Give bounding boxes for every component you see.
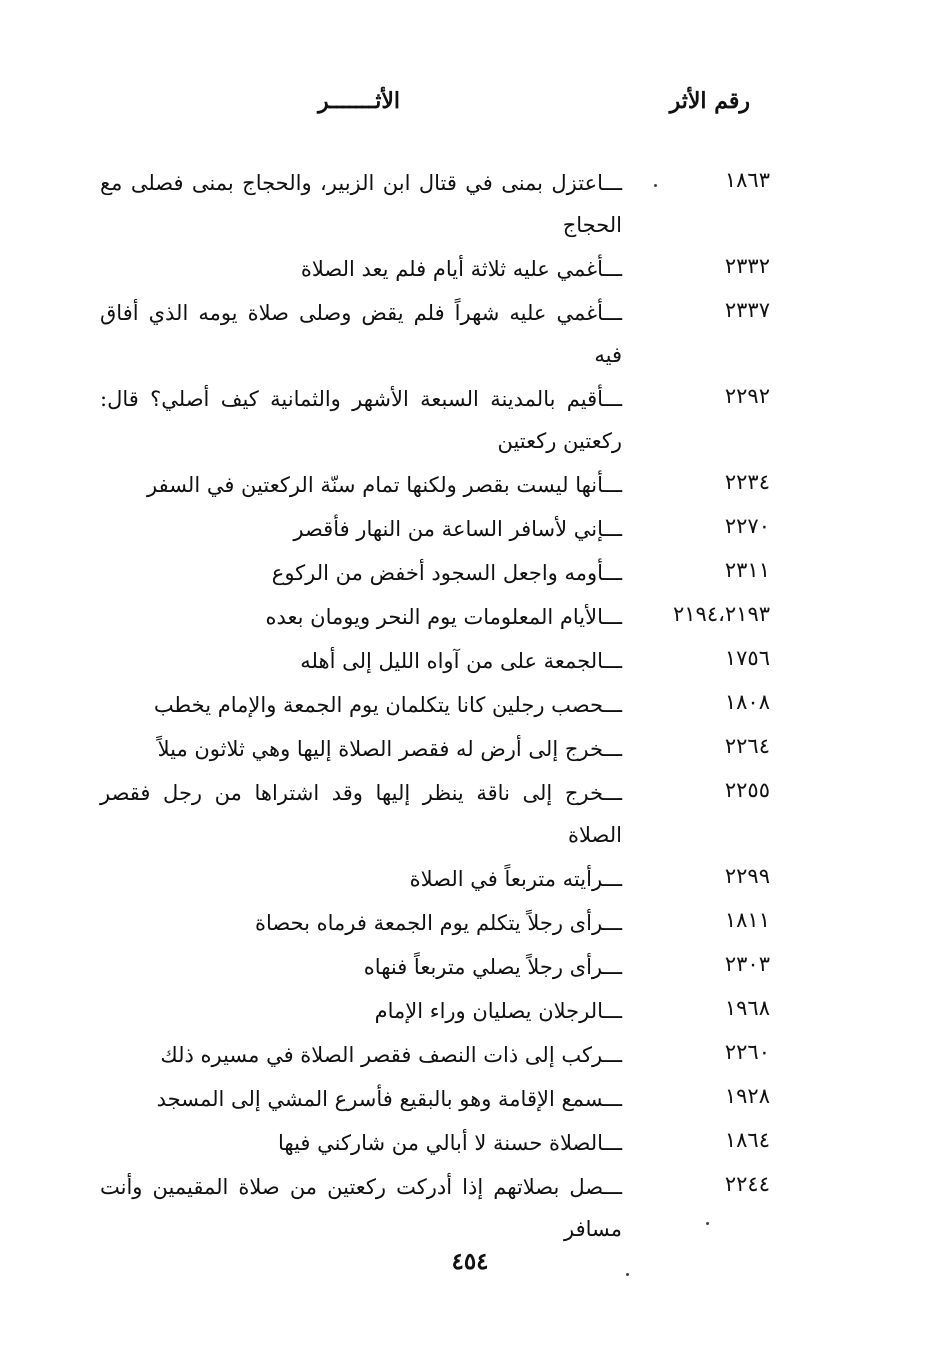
entry-text: ـــ حصب رجلين كانا يتكلمان يوم الجمعة والإمام يخطب [100, 682, 622, 726]
entry-number: ٢٢٩٢ [724, 384, 770, 408]
entry-number: ١٨١١ [724, 908, 770, 932]
entry-number: ١٨٦٤ [724, 1128, 770, 1152]
entry-number: ٢٢٥٥ [724, 778, 770, 802]
list-item [0, 1164, 940, 1250]
entry-text: ـــ إني لأسافر الساعة من النهار فأقصر [100, 506, 622, 550]
list-item [0, 856, 940, 900]
entry-text: ـــ اعتزل بمنى في قتال ابن الزبير، والحجاج بمنى فصلى مع الحجاج [100, 160, 622, 246]
list-item [0, 1120, 940, 1164]
entry-number: ٢٢٦٠ [724, 1040, 770, 1064]
number-column-heading: رقم الأثر [669, 88, 750, 114]
list-item [0, 900, 940, 944]
speck-mark [706, 1222, 709, 1225]
list-item [0, 1032, 940, 1076]
entry-number: ٢٣٣٢ [724, 254, 770, 278]
entry-text: ـــ رأيته متربعاً في الصلاة [100, 856, 622, 900]
list-item [0, 506, 940, 550]
list-item [0, 290, 940, 376]
entry-number: ٢١٩٤،٢١٩٣ [672, 602, 770, 626]
page-number: ٤٥٤ [451, 1248, 489, 1275]
entry-text: ـــ الأيام المعلومات يوم النحر ويومان بعده [100, 594, 622, 638]
entry-text: ـــ خرج إلى أرض له فقصر الصلاة إليها وهي ثلاثون ميلاً [100, 726, 622, 770]
list-item [0, 550, 940, 594]
speck-mark [626, 1273, 629, 1276]
entry-number: ٢٢٤٤ [724, 1172, 770, 1196]
list-item [0, 594, 940, 638]
list-item [0, 1076, 940, 1120]
entries-list [0, 160, 940, 1250]
entry-text: ـــ رأى رجلاً يصلي متربعاً فنهاه [100, 944, 622, 988]
entry-text: ـــ خرج إلى ناقة ينظر إليها وقد اشتراها من رجل فقصر الصلاة [100, 770, 622, 856]
entry-text: ـــ الجمعة على من آواه الليل إلى أهله [100, 638, 622, 682]
entry-text: ـــ سمع الإقامة وهو بالبقيع فأسرع المشي إلى المسجد [100, 1076, 622, 1120]
entry-number: ٢٣٠٣ [724, 952, 770, 976]
entry-number: ١٩٦٨ [724, 996, 770, 1020]
speck-mark [654, 184, 657, 187]
entry-text: ـــ الصلاة حسنة لا أبالي من شاركني فيها [100, 1120, 622, 1164]
entry-number: ١٨٠٨ [724, 690, 770, 714]
list-item [0, 988, 940, 1032]
list-item [0, 246, 940, 290]
entry-text: ـــ الرجلان يصليان وراء الإمام [100, 988, 622, 1032]
entry-number: ٢٢٦٤ [724, 734, 770, 758]
entry-number: ١٩٢٨ [724, 1084, 770, 1108]
list-item [0, 160, 940, 246]
list-item [0, 376, 940, 462]
list-item [0, 726, 940, 770]
entry-text: ـــ أقيم بالمدينة السبعة الأشهر والثمانية كيف أصلي؟ قال: ركعتين ركعتين [100, 376, 622, 462]
list-item [0, 944, 940, 988]
entry-number: ٢٣٣٧ [724, 298, 770, 322]
entry-number: ٢٢٧٠ [724, 514, 770, 538]
entry-number: ١٧٥٦ [724, 646, 770, 670]
entry-text: ـــ أغمي عليه شهراً فلم يقض وصلى صلاة يومه الذي أفاق فيه [100, 290, 622, 376]
entry-text: ـــ أومه واجعل السجود أخفض من الركوع [100, 550, 622, 594]
list-item [0, 462, 940, 506]
text-column-heading: الأثـــــــر [317, 88, 400, 114]
entry-number: ١٨٦٣ [724, 168, 770, 192]
entry-number: ٢٢٣٤ [724, 470, 770, 494]
list-item [0, 682, 940, 726]
entry-number: ٢٣١١ [724, 558, 770, 582]
entry-text: ـــ ركب إلى ذات النصف فقصر الصلاة في مسيره ذلك [100, 1032, 622, 1076]
list-item [0, 770, 940, 856]
entry-text: ـــ صل بصلاتهم إذا أدركت ركعتين من صلاة المقيمين وأنت مسافر [100, 1164, 622, 1250]
entry-text: ـــ رأى رجلاً يتكلم يوم الجمعة فرماه بحصاة [100, 900, 622, 944]
entry-text: ـــ أنها ليست بقصر ولكنها تمام سنّة الركعتين في السفر [100, 462, 622, 506]
list-item [0, 638, 940, 682]
entry-text: ـــ أغمي عليه ثلاثة أيام فلم يعد الصلاة [100, 246, 622, 290]
entry-number: ٢٢٩٩ [724, 864, 770, 888]
